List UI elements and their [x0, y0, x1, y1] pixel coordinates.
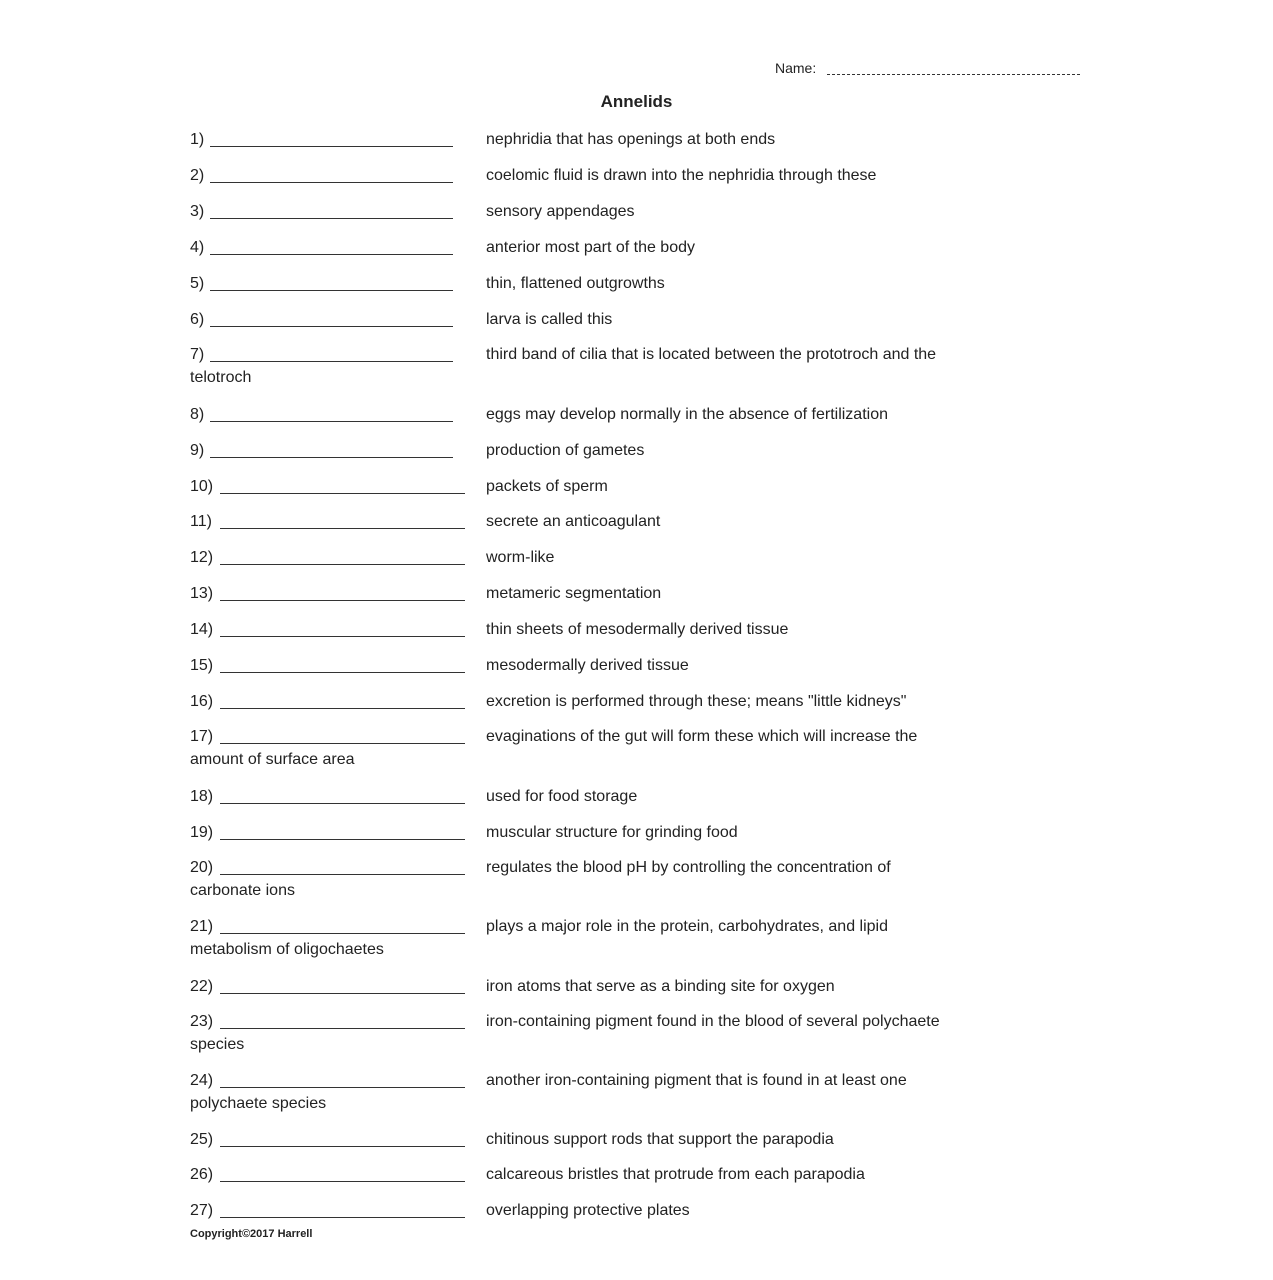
question-row: [0, 787, 1273, 827]
question-number: 20): [190, 859, 214, 876]
answer-blank[interactable]: [220, 708, 465, 709]
question-row: [0, 977, 1273, 1017]
question-row: [0, 1071, 1273, 1111]
answer-blank[interactable]: [210, 326, 453, 327]
answer-blank[interactable]: [220, 1217, 465, 1218]
question-clue: another iron-containing pigment that is found in at least one: [486, 1072, 907, 1089]
answer-blank[interactable]: [220, 1028, 465, 1029]
question-clue: secrete an anticoagulant: [486, 513, 661, 530]
question-clue-continuation: amount of surface area: [190, 751, 355, 768]
question-clue: chitinous support rods that support the parapodia: [486, 1131, 834, 1148]
question-number: 5): [190, 275, 205, 292]
question-clue: mesodermally derived tissue: [486, 657, 689, 674]
answer-blank[interactable]: [210, 290, 453, 291]
question-clue: larva is called this: [486, 311, 613, 328]
question-row: [0, 727, 1273, 767]
answer-blank[interactable]: [210, 254, 453, 255]
answer-blank[interactable]: [220, 636, 465, 637]
page-title: Annelids: [600, 92, 673, 111]
question-number: 16): [190, 693, 214, 710]
question-clue: anterior most part of the body: [486, 239, 695, 256]
question-number: 2): [190, 167, 205, 184]
question-number: 24): [190, 1072, 214, 1089]
question-clue: sensory appendages: [486, 203, 635, 220]
question-clue: evaginations of the gut will form these which will increase the: [486, 728, 918, 745]
answer-blank[interactable]: [220, 564, 465, 565]
question-row: [0, 274, 1273, 314]
question-number: 1): [190, 131, 205, 148]
question-row: [0, 238, 1273, 278]
question-number: 13): [190, 585, 214, 602]
name-field: [775, 58, 1080, 78]
answer-blank[interactable]: [220, 1087, 465, 1088]
question-clue: production of gametes: [486, 442, 645, 459]
answer-blank[interactable]: [220, 839, 465, 840]
question-clue: iron atoms that serve as a binding site for oxygen: [486, 978, 835, 995]
question-row: [0, 405, 1273, 445]
question-row: [0, 548, 1273, 588]
answer-blank[interactable]: [220, 743, 465, 744]
question-number: 9): [190, 442, 205, 459]
question-number: 11): [190, 513, 212, 530]
question-number: 23): [190, 1013, 214, 1030]
question-clue: iron-containing pigment found in the blood of several polychaete: [486, 1013, 940, 1030]
question-clue: packets of sperm: [486, 478, 608, 495]
answer-blank[interactable]: [210, 218, 453, 219]
answer-blank[interactable]: [220, 874, 465, 875]
question-number: 3): [190, 203, 205, 220]
question-clue: worm-like: [486, 549, 555, 566]
question-row: [0, 917, 1273, 957]
answer-blank[interactable]: [220, 672, 465, 673]
question-number: 6): [190, 311, 205, 328]
answer-blank[interactable]: [220, 933, 465, 934]
question-number: 4): [190, 239, 205, 256]
question-clue-continuation: metabolism of oligochaetes: [190, 941, 384, 958]
copyright: Copyright©2017 Harrell: [190, 1228, 313, 1240]
question-row: [0, 823, 1273, 863]
question-number: 7): [190, 346, 205, 363]
answer-blank[interactable]: [220, 528, 465, 529]
question-number: 12): [190, 549, 214, 566]
question-number: 8): [190, 406, 205, 423]
answer-blank[interactable]: [220, 993, 465, 994]
answer-blank[interactable]: [210, 361, 453, 362]
question-number: 14): [190, 621, 214, 638]
question-clue: muscular structure for grinding food: [486, 824, 738, 841]
question-number: 25): [190, 1131, 214, 1148]
question-clue-continuation: polychaete species: [190, 1095, 327, 1112]
question-clue: metameric segmentation: [486, 585, 662, 602]
question-clue: regulates the blood pH by controlling the concentration of: [486, 859, 891, 876]
question-row: [0, 656, 1273, 696]
answer-blank[interactable]: [210, 182, 453, 183]
question-row: [0, 512, 1273, 552]
answer-blank[interactable]: [220, 803, 465, 804]
question-number: 27): [190, 1202, 214, 1219]
answer-blank[interactable]: [210, 457, 453, 458]
question-clue: thin sheets of mesodermally derived tissue: [486, 621, 789, 638]
answer-blank[interactable]: [220, 1146, 465, 1147]
question-row: [0, 858, 1273, 898]
question-row: [0, 345, 1273, 385]
question-row: [0, 1012, 1273, 1052]
question-clue: eggs may develop normally in the absence of fertilization: [486, 406, 888, 423]
question-number: 17): [190, 728, 214, 745]
question-row: [0, 1165, 1273, 1205]
question-clue: used for food storage: [486, 788, 638, 805]
question-clue-continuation: carbonate ions: [190, 882, 295, 899]
answer-blank[interactable]: [220, 600, 465, 601]
answer-blank[interactable]: [220, 493, 465, 494]
question-number: 19): [190, 824, 214, 841]
question-clue: overlapping protective plates: [486, 1202, 690, 1219]
question-clue: thin, flattened outgrowths: [486, 275, 665, 292]
question-clue-continuation: telotroch: [190, 369, 252, 386]
question-row: [0, 584, 1273, 624]
question-row: [0, 620, 1273, 660]
question-clue-continuation: species: [190, 1036, 245, 1053]
question-row: [0, 441, 1273, 481]
question-clue: plays a major role in the protein, carbohydrates, and lipid: [486, 918, 888, 935]
question-number: 10): [190, 478, 214, 495]
question-row: [0, 130, 1273, 170]
question-row: [0, 202, 1273, 242]
question-number: 15): [190, 657, 214, 674]
question-row: [0, 166, 1273, 206]
question-clue: coelomic fluid is drawn into the nephridia through these: [486, 167, 877, 184]
question-number: 26): [190, 1166, 214, 1183]
question-row: [0, 692, 1273, 732]
answer-blank[interactable]: [210, 421, 453, 422]
question-number: 18): [190, 788, 214, 805]
question-number: 21): [190, 918, 214, 935]
name-blank-line[interactable]: [827, 74, 1080, 75]
answer-blank[interactable]: [210, 146, 453, 147]
question-row: [0, 1130, 1273, 1170]
name-label: Name:: [775, 60, 817, 76]
question-row: [0, 477, 1273, 517]
question-clue: nephridia that has openings at both ends: [486, 131, 776, 148]
question-row: [0, 310, 1273, 350]
question-clue: third band of cilia that is located between the prototroch and the: [486, 346, 937, 363]
question-clue: excretion is performed through these; means "little kidneys": [486, 693, 907, 710]
answer-blank[interactable]: [220, 1181, 465, 1182]
question-number: 22): [190, 978, 214, 995]
question-clue: calcareous bristles that protrude from each parapodia: [486, 1166, 865, 1183]
